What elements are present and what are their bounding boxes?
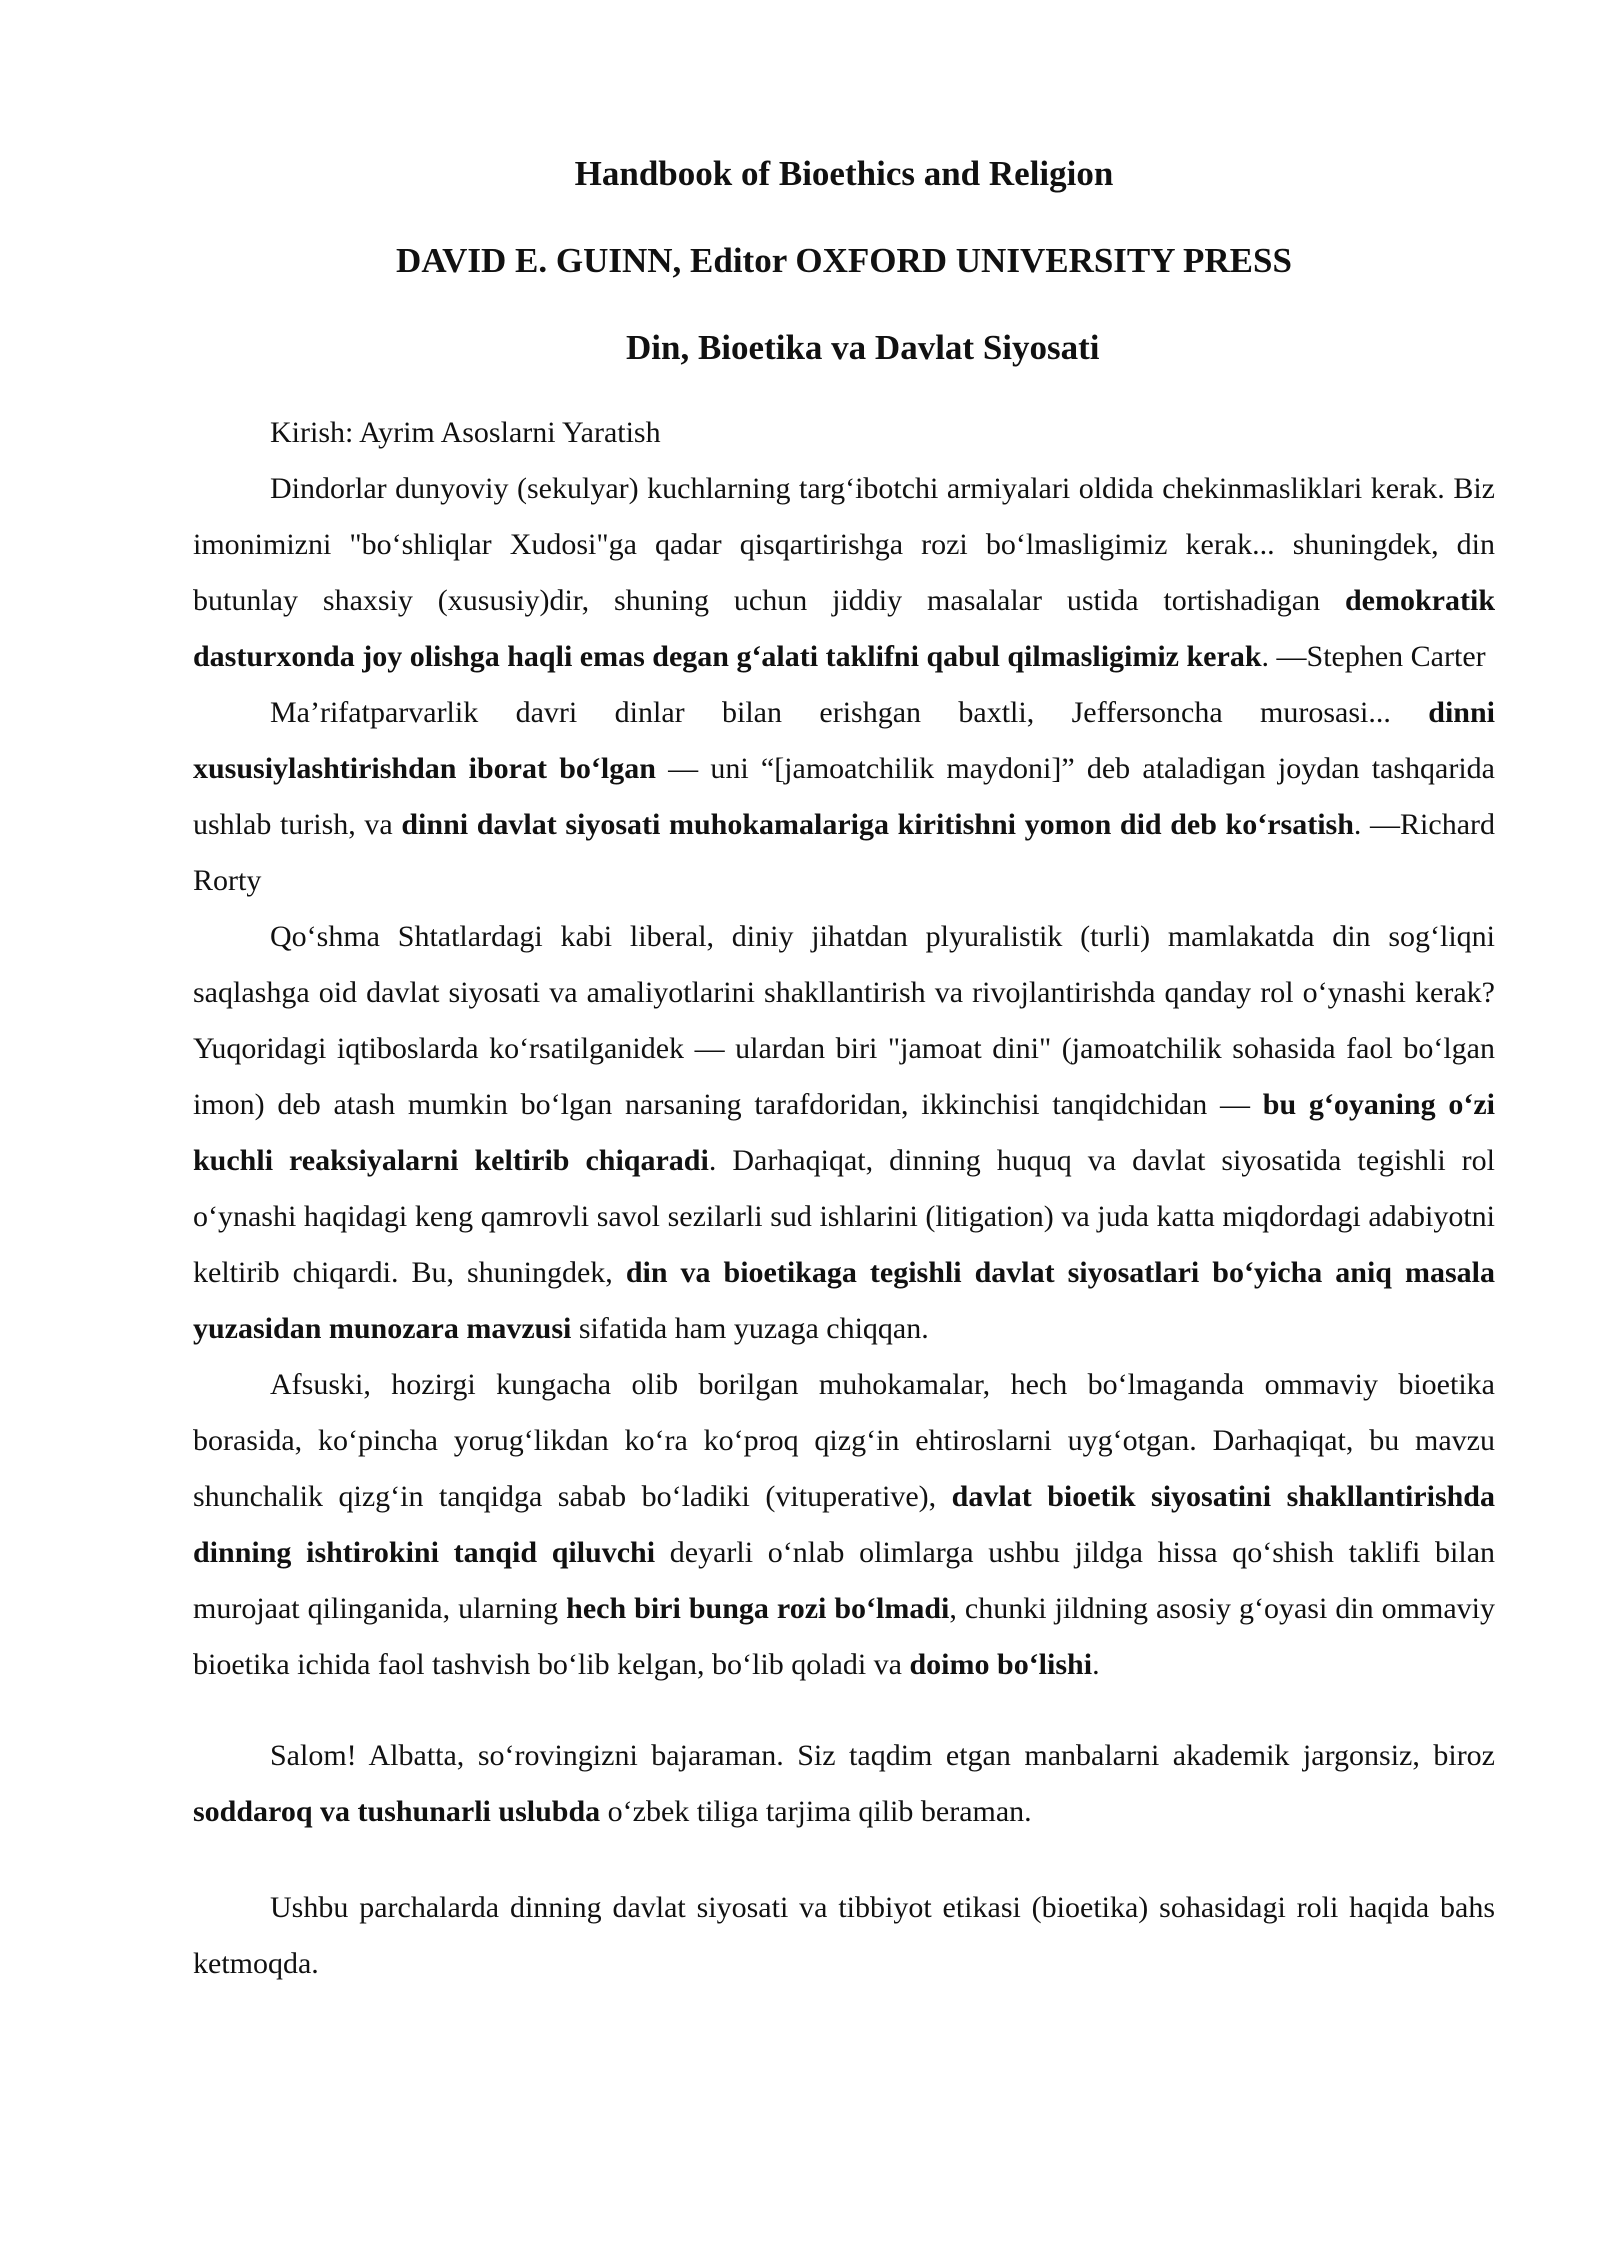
p2-text-2: — uni “[jamoatchilik maydoni]” deb ataladigan joydan tashqarida ushlab turish, va: [193, 752, 1495, 841]
p3-bold-1: bu g‘oyaning o‘zi kuchli reaksiyalarni keltirib chiqaradi: [193, 1088, 1495, 1177]
document-body: [193, 150, 1495, 1992]
p2-text-1: Ma’rifatparvarlik davri dinlar bilan erishgan baxtli, Jeffersoncha murosasi...: [270, 696, 1429, 729]
p4-bold-3: doimo bo‘lishi: [909, 1648, 1093, 1681]
paragraph-summary: [193, 1880, 1495, 1992]
p4-text-2: deyarli o‘nlab olimlarga ushbu jildga hissa qo‘shish taklifi bilan murojaat qilinganida, ularning: [193, 1536, 1496, 1625]
p3-bold-2: din va bioetikaga tegishli davlat siyosatlari bo‘yicha aniq masala yuzasidan munozara mavzusi: [193, 1256, 1495, 1345]
p3-text-2: . Darhaqiqat, dinning huquq va davlat siyosatida tegishli rol o‘ynashi haqidagi keng qamrovli savol sezilarli sud ishlarini (litigation) va juda katta miqdordagi adabiyotni keltirib chiqardi. Bu, shuningdek,: [193, 1144, 1496, 1289]
p5-text-1: Salom! Albatta, so‘rovingizni bajaraman. Siz taqdim etgan manbalarni akademik jargonsiz, biroz: [270, 1739, 1495, 1772]
p2-attribution: . —Richard Rorty: [193, 808, 1495, 897]
p4-text-3: , chunki jildning asosiy g‘oyasi din ommaviy bioetika ichida faol tashvish bo‘lib kelgan, bo‘lib qoladi va: [193, 1592, 1495, 1681]
p4-text-4: .: [1092, 1648, 1100, 1681]
p4-bold-1: davlat bioetik siyosatini shakllantirishda dinning ishtirokini tanqid qiluvchi: [193, 1480, 1495, 1569]
book-editor-publisher: DAVID E. GUINN, Editor OXFORD UNIVERSITY PRESS: [396, 241, 1292, 280]
paragraph-greeting: [193, 1728, 1495, 1840]
p2-bold-1: dinni xususiylashtirishdan iborat bo‘lgan: [193, 696, 1495, 785]
epigraph-rorty: [193, 685, 1495, 909]
p5-text-2: o‘zbek tiliga tarjima qilib beraman.: [600, 1795, 1032, 1828]
book-title: Handbook of Bioethics and Religion: [574, 154, 1114, 193]
paragraph-debate: [193, 1357, 1495, 1693]
p4-text-1: Afsuski, hozirgi kungacha olib borilgan muhokamalar, hech bo‘lmaganda ommaviy bioetika borasida, ko‘pincha yorug‘likdan ko‘ra ko‘proq qizg‘in ehtiroslarni uyg‘otgan. Darhaqiqat, bu mavzu shunchalik qizg‘in tanqidga sabab bo‘ladiki (vituperative),: [193, 1368, 1495, 1513]
p3-text-3: sifatida ham yuzaga chiqqan.: [571, 1312, 929, 1345]
p1-bold: demokratik dasturxonda joy olishga haqli emas degan g‘alati taklifni qabul qilmasligimiz kerak: [193, 584, 1495, 673]
p6-text: Ushbu parchalarda dinning davlat siyosati va tibbiyot etikasi (bioetika) sohasidagi roli haqida bahs ketmoqda.: [193, 1891, 1495, 1980]
p1-text: Dindorlar dunyoviy (sekulyar) kuchlarning targ‘ibotchi armiyalari oldida chekinmasliklari kerak. Biz imonimizni "bo‘shliqlar Xudosi"ga qadar qisqartirishga rozi bo‘lmasligimiz kerak... shuningdek, din butunlay shaxsiy (xususiy)dir, shuning uchun jiddiy masalalar ustida tortishadigan: [193, 472, 1495, 617]
section-heading: Kirish: Ayrim Asoslarni Yaratish: [270, 416, 661, 449]
p3-text-1: Qo‘shma Shtatlardagi kabi liberal, diniy jihatdan plyuralistik (turli) mamlakatda din sog‘liqni saqlashga oid davlat siyosati va amaliyotlarini shakllantirish va rivojlantirishda qanday rol o‘ynashi kerak? Yuqoridagi iqtiboslarda ko‘rsatilganidek — ulardan biri "jamoat dini" (jamoatchilik sohasida faol bo‘lgan imon) deb atash mumkin bo‘lgan narsaning tarafdoridan, ikkinchisi tanqidchidan —: [193, 920, 1495, 1121]
chapter-title: Din, Bioetika va Davlat Siyosati: [626, 328, 1100, 367]
p1-attribution: . —Stephen Carter: [1261, 640, 1486, 673]
p2-bold-2: dinni davlat siyosati muhokamalariga kiritishni yomon did deb ko‘rsatish: [401, 808, 1354, 841]
p4-bold-2: hech biri bunga rozi bo‘lmadi: [566, 1592, 950, 1625]
epigraph-carter: [193, 461, 1495, 685]
p5-bold: soddaroq va tushunarli uslubda: [193, 1795, 601, 1828]
paragraph-intro-question: [193, 909, 1495, 1357]
